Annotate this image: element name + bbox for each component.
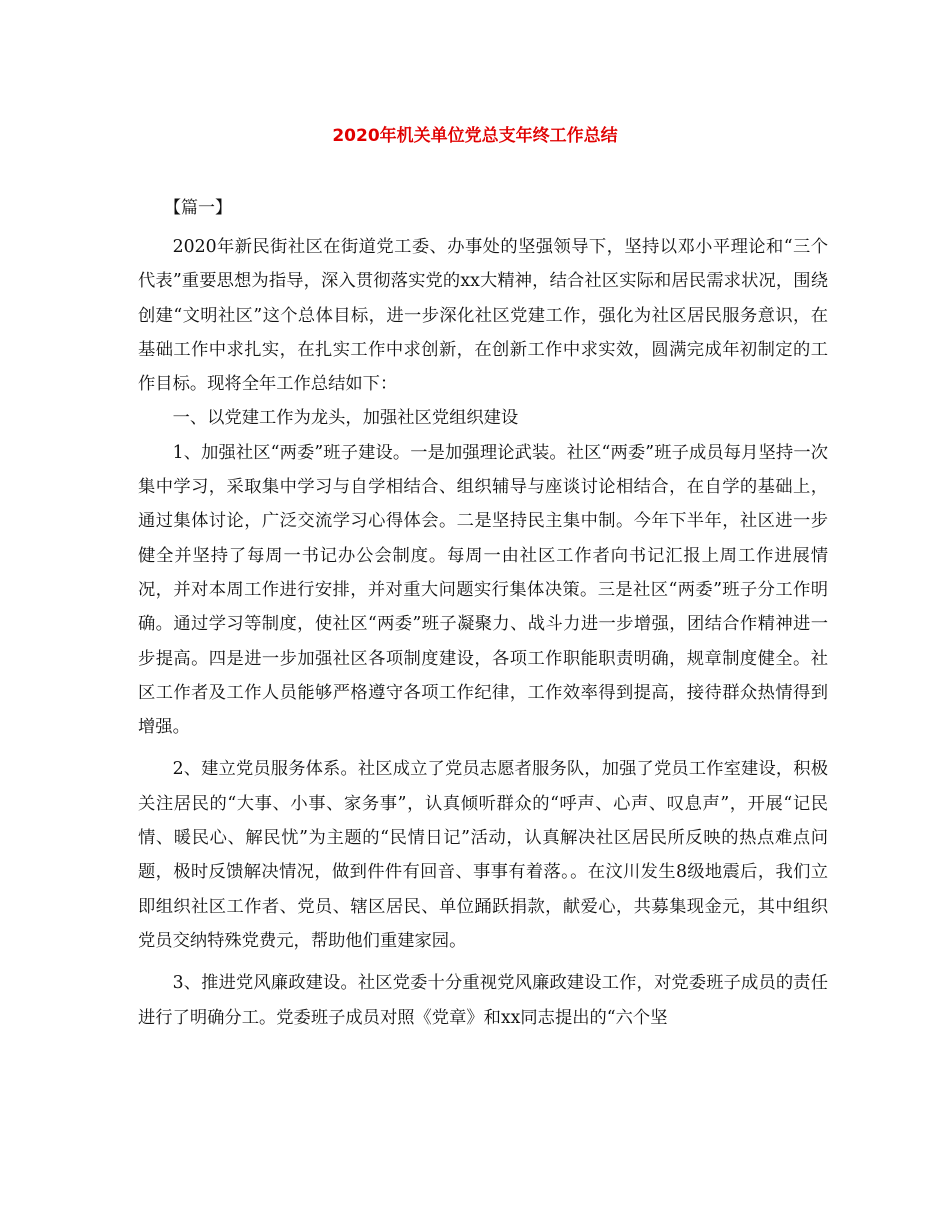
- paragraph-item-3: 3、推进党风廉政建设。社区党委十分重视党风廉政建设工作，对党委班子成员的责任进行了明确分工。党委班子成员对照《党章》和xx同志提出的“六个坚: [138, 973, 828, 1028]
- document-body: [138, 230, 828, 1035]
- document-title: 2020年机关单位党总支年终工作总结: [332, 126, 618, 146]
- paragraph-item-1: 1、加强社区“两委”班子建设。一是加强理论武装。社区“两委”班子成员每月坚持一次集中学习，采取集中学习与自学相结合、组织辅导与座谈讨论相结合，在自学的基础上，通过集体讨论，广泛交流学习心得体会。二是坚持民主集中制。今年下半年，社区进一步健全并坚持了每周一书记办公会制度。每周一由社区工作者向书记汇报上周工作进展情况，并对本周工作进行安排，并对重大问题实行集体决策。三是社区“两委”班子分工作明确。通过学习等制度，使社区“两委”班子凝聚力、战斗力进一步增强，团结合作精神进一步提高。四是进一步加强社区各项制度建设，各项工作职能职责明确，规章制度健全。社区工作者及工作人员能够严格遵守各项工作纪律，工作效率得到提高，接待群众热情得到增强。: [138, 442, 828, 738]
- section-heading: 一、以党建工作为龙头，加强社区党组织建设: [172, 408, 519, 429]
- section-label: 【篇一】: [164, 198, 232, 218]
- paragraph-intro: 2020年新民街社区在街道党工委、办事处的坚强领导下，坚持以邓小平理论和“三个代表”重要思想为指导，深入贯彻落实党的xx大精神，结合社区实际和居民需求状况，围绕创建“文明社区”这个总体目标，进一步深化社区党建工作，强化为社区居民服务意识，在基础工作中求扎实，在扎实工作中求创新，在创新工作中求实效，圆满完成年初制定的工作目标。现将全年工作总结如下：: [138, 237, 828, 395]
- paragraph-item-2: 2、建立党员服务体系。社区成立了党员志愿者服务队，加强了党员工作室建设，积极关注居民的“大事、小事、家务事”，认真倾听群众的“呼声、心声、叹息声”，开展“记民情、暖民心、解民忧”为主题的“民情日记”活动，认真解决社区居民所反映的热点难点问题，极时反馈解决情况，做到件件有回音、事事有着落。。在汶川发生8级地震后，我们立即组织社区工作者、党员、辖区居民、单位踊跃捐款，献爱心，共募集现金元，其中组织党员交纳特殊党费元，帮助他们重建家园。: [138, 759, 828, 951]
